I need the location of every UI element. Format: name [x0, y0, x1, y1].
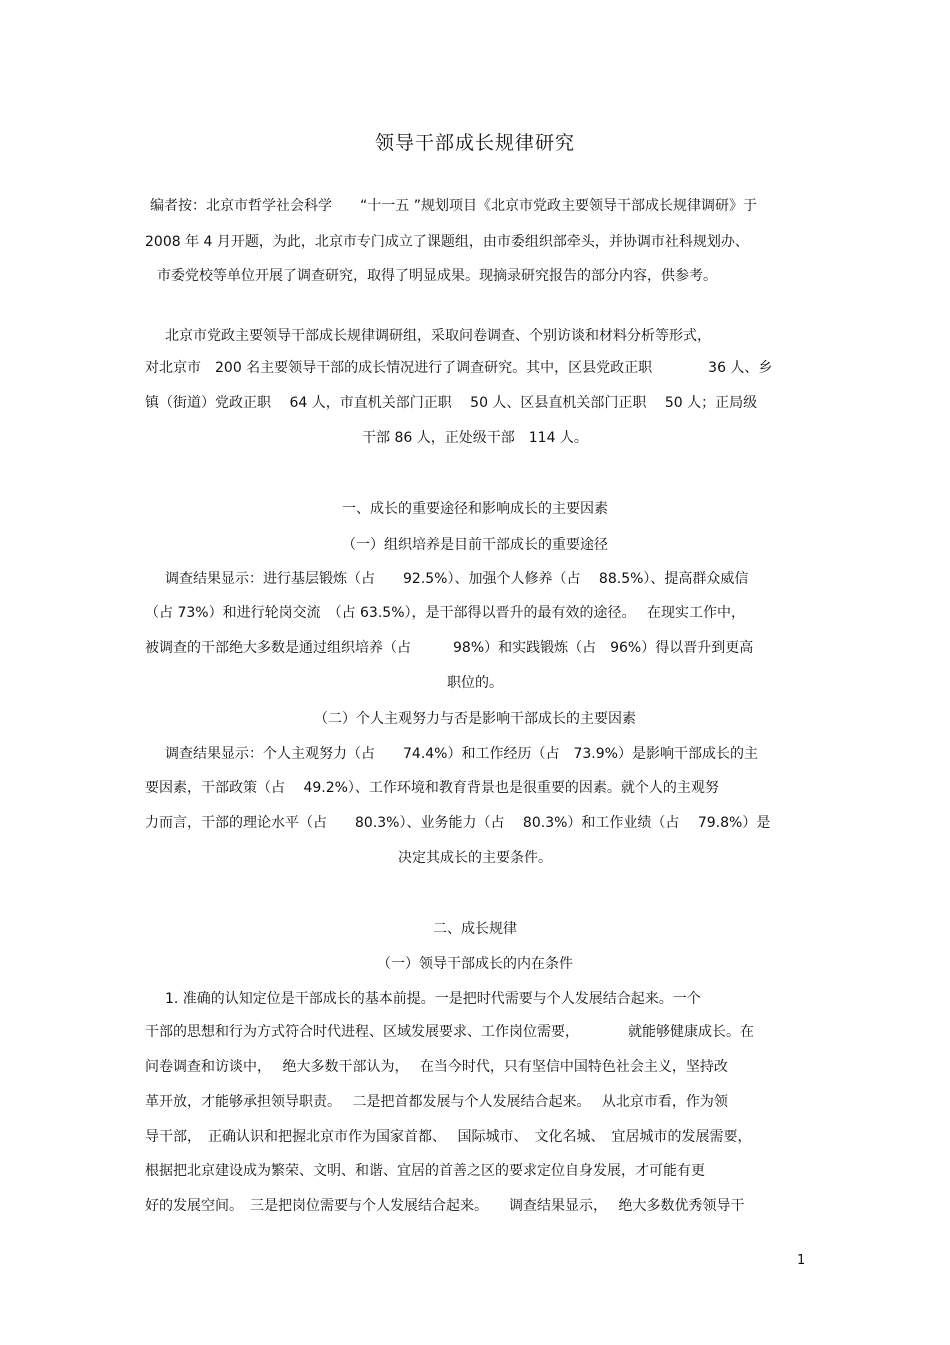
- para-1-1-line-3: 被调查的干部绝大多数是通过组织培养（占 98%）和实践锻炼（占 96%）得以晋升到更高: [145, 640, 754, 656]
- section-heading-1: 一、成长的重要途径和影响成长的主要因素: [342, 501, 608, 517]
- section-heading-2: 二、成长规律: [433, 921, 517, 937]
- intro-line-3: 镇（街道）党政正职 64 人，市直机关部门正职 50 人、区县直机关部门正职 50 人；正局级: [145, 395, 758, 411]
- para-2-1-line-2: 干部的思想和行为方式符合时代进程、区域发展要求、工作岗位需要， 就能够健康成长。在: [145, 1024, 754, 1040]
- subsection-heading-1-1: （一）组织培养是目前干部成长的重要途径: [342, 537, 608, 553]
- para-2-1-line-5: 导干部， 正确认识和把握北京市作为国家首都、 国际城市、 文化名城、 宜居城市的发展需要，: [145, 1129, 752, 1145]
- document-title: 领导干部成长规律研究: [374, 132, 575, 154]
- intro-line-1: 北京市党政主要领导干部成长规律调研组，采取问卷调查、个别访谈和材料分析等形式，: [165, 328, 711, 344]
- para-1-1-line-2: （占 73%）和进行轮岗交流 （占 63.5%），是干部得以晋升的最有效的途径。 在现实工作中，: [145, 605, 745, 621]
- editor-note-line-3: 市委党校等单位开展了调查研究，取得了明显成果。现摘录研究报告的部分内容，供参考。: [157, 268, 717, 284]
- para-1-1-line-4: 职位的。: [447, 675, 503, 691]
- para-1-2-line-2: 要因素，干部政策（占 49.2%）、工作环境和教育背景也是很重要的因素。就个人的主观努: [145, 780, 719, 796]
- para-2-1-line-6: 根据把北京建设成为繁荣、文明、和谐、宜居的首善之区的要求定位自身发展，才可能有更: [145, 1163, 705, 1179]
- editor-note-line-1: 编者按：北京市哲学社会科学 “十一五 ”规划项目《北京市党政主要领导干部成长规律调研》于: [150, 198, 757, 214]
- para-2-1-line-4: 革开放，才能够承担领导职责。 二是把首都发展与个人发展结合起来。 从北京市看，作为领: [145, 1094, 728, 1110]
- para-1-2-line-4: 决定其成长的主要条件。: [398, 850, 552, 866]
- para-1-2-line-1: 调查结果显示：个人主观努力（占 74.4%）和工作经历（占 73.9%）是影响干部成长的主: [165, 746, 758, 762]
- subsection-heading-2-1: （一）领导干部成长的内在条件: [377, 956, 573, 972]
- para-2-1-line-3: 问卷调查和访谈中， 绝大多数干部认为， 在当今时代，只有坚信中国特色社会主义，坚持改: [145, 1059, 728, 1075]
- para-1-2-line-3: 力而言，干部的理论水平（占 80.3%）、业务能力（占 80.3%）和工作业绩（占 79.8%）是: [145, 815, 771, 831]
- editor-note-line-2: 2008 年 4 月开题，为此，北京市专门成立了课题组，由市委组织部牵头，并协调市社科规划办、: [145, 234, 749, 250]
- para-2-1-line-7: 好的发展空间。 三是把岗位需要与个人发展结合起来。 调查结果显示， 绝大多数优秀领导干: [145, 1198, 745, 1214]
- para-1-1-line-1: 调查结果显示：进行基层锻炼（占 92.5%）、加强个人修养（占 88.5%）、提高群众威信: [165, 571, 749, 587]
- intro-line-2: 对北京市 200 名主要领导干部的成长情况进行了调查研究。其中，区县党政正职 36 人、乡: [145, 360, 773, 376]
- para-2-1-line-1: 1. 准确的认知定位是干部成长的基本前提。一是把时代需要与个人发展结合起来。一个: [165, 991, 701, 1007]
- page-number: 1: [797, 1253, 806, 1268]
- subsection-heading-1-2: （二）个人主观努力与否是影响干部成长的主要因素: [314, 711, 636, 727]
- intro-line-4: 干部 86 人，正处级干部 114 人。: [362, 430, 588, 446]
